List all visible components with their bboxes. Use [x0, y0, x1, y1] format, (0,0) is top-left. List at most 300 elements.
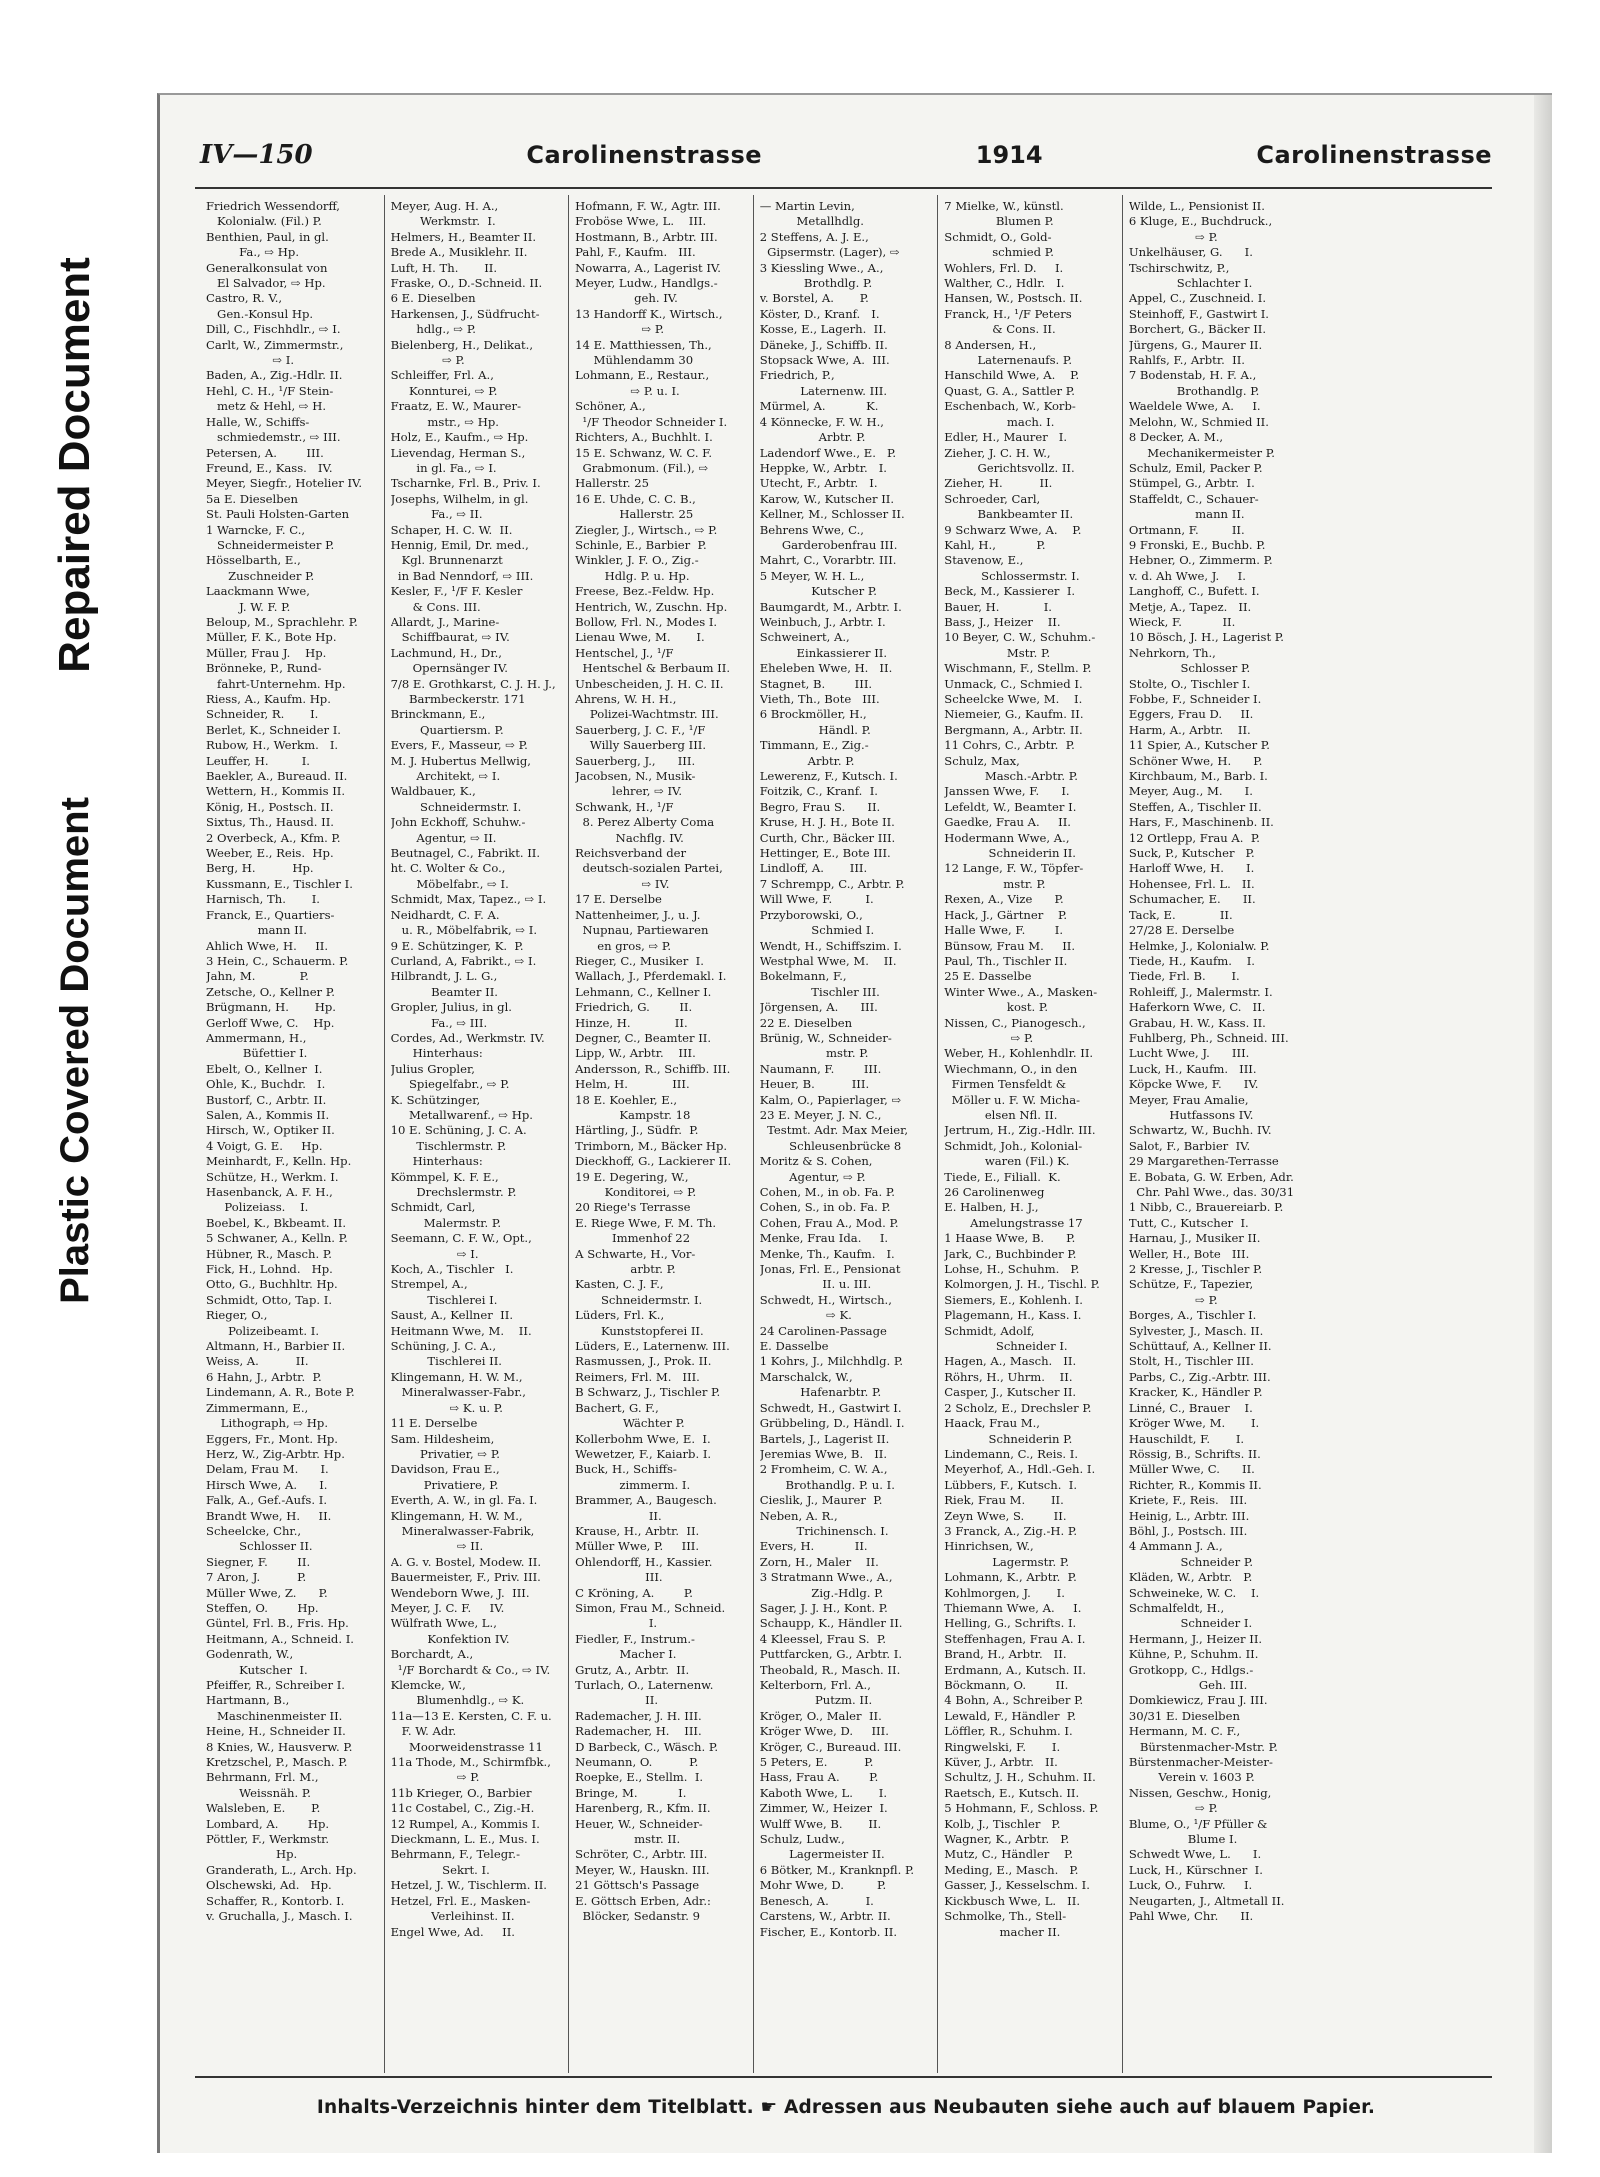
- directory-entry: ⇨ P.: [575, 322, 665, 337]
- directory-entry: Mechanikermeister P.: [1128, 445, 1275, 460]
- directory-entry: 8. Perez Alberty Coma: [575, 815, 715, 830]
- directory-entry: Wendeborn Wwe, J. III.: [390, 1585, 530, 1600]
- directory-entry: 1 Haase Wwe, B. P.: [944, 1231, 1076, 1246]
- directory-entry: Hinrichsen, W.,: [944, 1539, 1034, 1554]
- directory-entry: Schweineke, W. C. I.: [1128, 1585, 1260, 1600]
- directory-entry: Wohlers, Frl. D. I.: [944, 260, 1064, 275]
- directory-entry: Schmidt, Carl,: [390, 1200, 476, 1215]
- directory-entry: Hetzel, Frl. E., Masken-: [390, 1893, 531, 1908]
- directory-entry: Will Wwe, F. I.: [759, 892, 874, 907]
- directory-entry: Mühlendamm 30: [575, 353, 694, 368]
- directory-entry: Hinterhaus:: [390, 1154, 483, 1169]
- directory-entry: Sager, J. J. H., Kont. P.: [759, 1600, 888, 1615]
- directory-entry: Müller, Frau J. Hp.: [206, 645, 327, 660]
- directory-entry: Lohse, H., Schuhm. P.: [944, 1262, 1080, 1277]
- directory-entry: Kirchbaum, M., Barb. I.: [1128, 769, 1268, 784]
- directory-entry: Gasser, J., Kesselschm. I.: [944, 1878, 1090, 1893]
- street-title-left: Carolinenstrasse: [526, 141, 763, 169]
- directory-entry: Fuhlberg, Ph., Schneid. III.: [1128, 1030, 1289, 1045]
- directory-entry: Kosse, E., Lagerh. II.: [759, 322, 887, 337]
- directory-entry: Grabau, H. W., Kass. II.: [1128, 1015, 1266, 1030]
- directory-entry: Freese, Bez.-Feldw. Hp.: [575, 584, 715, 599]
- directory-entry: Hübner, R., Masch. P.: [206, 1246, 332, 1261]
- directory-entry: Parbs, C., Zig.-Arbtr. III.: [1128, 1369, 1271, 1384]
- directory-entry: 5a E. Dieselben: [206, 491, 298, 506]
- directory-entry: 18 E. Koehler, E.,: [575, 1092, 678, 1107]
- directory-entry: Hasenbanck, A. F. H.,: [206, 1185, 333, 1199]
- directory-entry: Brinckmann, E.,: [390, 707, 486, 722]
- directory-entry: Böckmann, O. II.: [944, 1678, 1069, 1692]
- directory-entry: ¹/F Theodor Schneider I.: [575, 414, 728, 429]
- directory-entry: Fiedler, F., Instrum.-: [575, 1631, 695, 1646]
- directory-entry: John Eckhoff, Schuhw.-: [390, 815, 526, 830]
- directory-entry: Opernsänger IV.: [390, 661, 508, 676]
- directory-entry: Schneidermstr. I.: [575, 1292, 703, 1307]
- directory-entry: Tischler III.: [759, 984, 880, 999]
- directory-entry: B Schwarz, J., Tischler P.: [575, 1385, 721, 1400]
- plastic-covered-text: Plastic Covered Document: [52, 796, 97, 1304]
- directory-entry: Przyborowski, O.,: [759, 907, 863, 922]
- directory-entry: Staffeldt, C., Schauer-: [1128, 491, 1259, 506]
- directory-entry: Kasten, C. J. F.,: [575, 1277, 664, 1292]
- directory-entry: Harm, A., Arbtr. II.: [1128, 722, 1251, 737]
- directory-entry: Stopsack Wwe, A. III.: [759, 353, 890, 368]
- directory-entry: Bergmann, A., Arbtr. II.: [944, 722, 1083, 737]
- directory-entry: Lübbers, F., Kutsch. I.: [944, 1477, 1078, 1492]
- directory-entry: Brügmann, H. Hp.: [206, 1000, 336, 1015]
- directory-entry: Hafenarbtr. P.: [759, 1385, 882, 1400]
- directory-entry: Privatier, ⇨ P.: [390, 1446, 500, 1461]
- directory-entry: Schwedt, H., Wirtsch.,: [759, 1292, 892, 1307]
- directory-entry: Halle, W., Schiffs-: [206, 414, 310, 429]
- directory-column-1: [200, 195, 385, 2073]
- directory-entry: Bünsow, Frau M. II.: [944, 938, 1076, 953]
- directory-entry: Kröger, O., Maler II.: [759, 1708, 882, 1723]
- directory-entry: Fa., ⇨ Hp.: [206, 245, 300, 260]
- directory-entry: Brönneke, P., Rund-: [206, 661, 322, 676]
- directory-entry: Schneider P.: [1128, 1554, 1254, 1569]
- directory-entry: Melohn, W., Schmied II.: [1128, 414, 1269, 429]
- directory-entry: 8 Decker, A. M.,: [1128, 430, 1224, 445]
- directory-entry: Kelterborn, Frl. A.,: [759, 1678, 871, 1692]
- directory-entry: Jahn, M. P.: [206, 969, 309, 984]
- directory-entry: Eggers, Fr., Mont. Hp.: [206, 1431, 338, 1446]
- directory-entry: Beck, M., Kassierer I.: [944, 584, 1076, 599]
- directory-entry: Schiffbaurat, ⇨ IV.: [390, 630, 510, 645]
- directory-entry: Wülfrath Wwe, L.,: [390, 1616, 497, 1631]
- directory-entry: Stümpel, G., Arbtr. I.: [1128, 476, 1255, 491]
- directory-entry: Bankbeamter II.: [944, 507, 1074, 522]
- directory-entry: Baekler, A., Bureaud. II.: [206, 769, 348, 784]
- directory-entry: 6 Kluge, E., Buchdruck.,: [1128, 214, 1273, 229]
- directory-entry: Köster, D., Kranf. I.: [759, 306, 880, 321]
- directory-entry: 3 Stratmann Wwe., A.,: [759, 1570, 893, 1585]
- directory-entry: Boebel, K., Bkbeamt. II.: [206, 1215, 347, 1230]
- directory-entry: Rieger, O.,: [206, 1308, 268, 1323]
- directory-entry: Kröger, C., Bureaud. III.: [759, 1739, 902, 1754]
- directory-entry: Steffenhagen, Frau A. I.: [944, 1631, 1086, 1646]
- directory-entry: Lüders, E., Laternenw. III.: [575, 1339, 730, 1354]
- directory-entry: Strempel, A.,: [390, 1277, 468, 1292]
- directory-entry: Moorweidenstrasse 11: [390, 1739, 543, 1754]
- directory-entry: E. Göttsch Erben, Adr.:: [575, 1893, 711, 1908]
- directory-entry: Nissen, C., Pianogesch.,: [944, 1015, 1086, 1030]
- directory-entry: Everth, A. W., in gl. Fa. I.: [390, 1493, 538, 1508]
- directory-entry: ⇨ II.: [390, 1539, 484, 1554]
- directory-entry: Kruse, H. J. H., Bote II.: [759, 815, 895, 830]
- directory-entry: Hösselbarth, E.,: [206, 553, 301, 568]
- directory-entry: Pfeiffer, R., Schreiber I.: [206, 1678, 345, 1692]
- directory-entry: Pahl, F., Kaufm. III.: [575, 245, 696, 260]
- directory-entry: 2 Overbeck, A., Kfm. P.: [206, 830, 341, 845]
- header-rule: [195, 187, 1492, 189]
- directory-entry: Hauschildt, F. I.: [1128, 1431, 1245, 1446]
- directory-entry: Konnturei, ⇨ P.: [390, 383, 498, 398]
- directory-entry: 4 Bohn, A., Schreiber P.: [944, 1693, 1084, 1708]
- directory-entry: Nachflg. IV.: [575, 830, 684, 845]
- directory-entry: ⇨ P.: [944, 1030, 1034, 1045]
- directory-entry: Begro, Frau S. II.: [759, 799, 881, 814]
- directory-entry: 19 E. Degering, W.,: [575, 1169, 689, 1184]
- directory-entry: Blumen P.: [944, 214, 1054, 229]
- directory-entry: Luft, H. Th. II.: [390, 260, 498, 275]
- directory-entry: Schneider, R. I.: [206, 707, 319, 722]
- directory-entry: E. Halben, H. J.,: [944, 1200, 1039, 1215]
- directory-entry: Schütze, F., Tapezier,: [1128, 1277, 1254, 1292]
- directory-entry: Heitmann Wwe, M. II.: [390, 1323, 532, 1338]
- directory-entry: Franck, E., Quartiers-: [206, 907, 335, 922]
- directory-entry: arbtr. P.: [575, 1262, 676, 1277]
- directory-entry: Hehl, C. H., ¹/F Stein-: [206, 383, 334, 398]
- directory-entry: Tscharnke, Frl. B., Priv. I.: [390, 476, 541, 491]
- directory-entry: ⇨ IV.: [575, 876, 670, 891]
- directory-entry: Allardt, J., Marine-: [390, 614, 500, 629]
- directory-entry: 6 Bötker, M., Kranknpfl. P.: [759, 1862, 915, 1877]
- directory-entry: Cieslik, J., Maurer P.: [759, 1493, 883, 1508]
- directory-entry: Hodermann Wwe, A.,: [944, 830, 1070, 845]
- directory-entry: Kolmorgen, J. H., Tischl. P.: [944, 1277, 1100, 1292]
- directory-entry: Blumenhdlg., ⇨ K.: [390, 1693, 525, 1708]
- directory-entry: E. Dasselbe: [759, 1339, 829, 1354]
- directory-entry: Rössig, B., Schrifts. II.: [1128, 1446, 1261, 1461]
- directory-entry: Trichinensch. I.: [759, 1523, 889, 1538]
- directory-entry: Appel, C., Zuschneid. I.: [1128, 291, 1267, 306]
- directory-entry: Schneiderin II.: [944, 846, 1076, 861]
- directory-entry: Lindemann, A. R., Bote P.: [206, 1385, 355, 1400]
- directory-entry: Meyer, Aug., M. I.: [1128, 784, 1253, 799]
- directory-entry: Theobald, R., Masch. II.: [759, 1662, 901, 1677]
- directory-entry: Beamter II.: [390, 984, 498, 999]
- directory-entry: Kracker, K., Händler P.: [1128, 1385, 1263, 1400]
- directory-entry: Brammer, A., Baugesch.: [575, 1493, 717, 1508]
- directory-entry: Seemann, C. F. W., Opt.,: [390, 1231, 532, 1246]
- directory-entry: Gipsermstr. (Lager), ⇨: [759, 245, 900, 260]
- directory-entry: Schwank, H., ¹/F: [575, 799, 674, 814]
- directory-entry: Riess, A., Kaufm. Hp.: [206, 692, 331, 706]
- directory-entry: Kaboth Wwe, L. I.: [759, 1785, 888, 1800]
- directory-entry: Unkelhäuser, G. I.: [1128, 245, 1253, 260]
- directory-entry: ⇨ I.: [390, 1246, 479, 1261]
- directory-entry: Schaffer, R., Kontorb. I.: [206, 1893, 345, 1908]
- directory-entry: Polizeibeamt. I.: [206, 1323, 319, 1338]
- directory-entry: Drechslermstr. P.: [390, 1185, 517, 1199]
- directory-entry: Kgl. Brunnenarzt: [390, 553, 503, 568]
- directory-entry: ⇨ K. u. P.: [390, 1400, 503, 1415]
- directory-entry: Holz, E., Kaufm., ⇨ Hp.: [390, 430, 529, 445]
- directory-entry: Müller, F. K., Bote Hp.: [206, 630, 337, 645]
- directory-entry: Harenberg, R., Kfm. II.: [575, 1801, 711, 1816]
- directory-entry: König, H., Postsch. II.: [206, 799, 334, 814]
- directory-entry: Malermstr. P.: [390, 1215, 502, 1230]
- directory-entry: Unbescheiden, J. H. C. II.: [575, 676, 724, 691]
- directory-entry: 4 Könnecke, F. W. H.,: [759, 414, 884, 429]
- directory-entry: 8 Andersen, H.,: [944, 337, 1037, 352]
- directory-entry: Schlosser II.: [206, 1539, 313, 1554]
- directory-entry: Bürstenmacher-Meister-: [1128, 1755, 1273, 1770]
- directory-entry: Hermann, J., Heizer II.: [1128, 1631, 1263, 1646]
- directory-entry: Linné, C., Brauer I.: [1128, 1400, 1253, 1415]
- directory-entry: fahrt-Unternehm. Hp.: [206, 676, 346, 691]
- directory-entry: Schneider I.: [944, 1339, 1068, 1354]
- directory-entry: 23 E. Meyer, J. N. C.,: [759, 1107, 882, 1122]
- directory-entry: Julius Gropler,: [390, 1061, 475, 1076]
- directory-entry: Lienau Wwe, M. I.: [575, 630, 705, 645]
- directory-entry: Wilde, L., Pensionist II.: [1128, 199, 1265, 213]
- directory-column-2: [385, 195, 570, 2073]
- directory-entry: F. W. Adr.: [390, 1724, 457, 1739]
- directory-entry: Rohleiff, J., Malermstr. I.: [1128, 984, 1273, 999]
- directory-entry: Hettinger, E., Bote III.: [759, 846, 891, 861]
- directory-entry: Cohen, Frau A., Mod. P.: [759, 1215, 899, 1230]
- directory-entry: Nattenheimer, J., u. J.: [575, 907, 701, 922]
- directory-entry: Buck, H., Schiffs-: [575, 1462, 677, 1477]
- directory-entry: Bokelmann, F.,: [759, 969, 847, 984]
- directory-entry: II. u. III.: [759, 1277, 872, 1292]
- directory-entry: Scheelcke Wwe, M. I.: [944, 692, 1083, 706]
- directory-entry: kost. P.: [944, 1000, 1049, 1015]
- directory-entry: Suck, P., Kutscher P.: [1128, 846, 1255, 861]
- directory-entry: Kriete, F., Reis. III.: [1128, 1493, 1248, 1508]
- directory-entry: Schulz, Emil, Packer P.: [1128, 460, 1263, 475]
- directory-entry: Haferkorn Wwe, C. II.: [1128, 1000, 1266, 1015]
- directory-entry: Janssen Wwe, F. I.: [944, 784, 1070, 799]
- directory-entry: 1 Nibb, C., Brauereiarb. P.: [1128, 1200, 1284, 1215]
- directory-entry: Hentrich, W., Zuschn. Hp.: [575, 599, 728, 614]
- directory-entry: Konfektion IV.: [390, 1631, 510, 1646]
- directory-entry: Schneiderin P.: [944, 1431, 1073, 1446]
- directory-entry: Casper, J., Kutscher II.: [944, 1385, 1077, 1400]
- directory-entry: Schulz, Max,: [944, 753, 1020, 768]
- directory-entry: Schwedt Wwe, L. I.: [1128, 1847, 1262, 1862]
- directory-entry: Blöcker, Sedanstr. 9: [575, 1909, 700, 1924]
- directory-entry: Menke, Frau Ida. I.: [759, 1231, 889, 1246]
- directory-entry: Walther, C., Hdlr. I.: [944, 276, 1065, 291]
- directory-entry: mann II.: [1128, 507, 1245, 522]
- directory-entry: Steffen, A., Tischler II.: [1128, 799, 1262, 814]
- directory-entry: K. Schützinger,: [390, 1092, 481, 1107]
- directory-entry: Hp.: [206, 1847, 298, 1862]
- directory-entry: Harnisch, Th. I.: [206, 892, 320, 907]
- directory-entry: Salot, F., Barbier IV.: [1128, 1138, 1251, 1153]
- directory-entry: Schmidt, Otto, Tap. I.: [206, 1292, 333, 1307]
- directory-entry: Wischmann, F., Stellm. P.: [944, 661, 1092, 676]
- footer-rule: [195, 2076, 1492, 2078]
- directory-entry: Wiechmann, O., in den: [944, 1061, 1078, 1076]
- directory-entry: Quartiersm. P.: [390, 722, 504, 737]
- directory-entry: Metallhdlg.: [759, 214, 864, 229]
- directory-entry: Herz, W., Zig-Arbtr. Hp.: [206, 1446, 345, 1461]
- directory-entry: Klingemann, H. W. M.,: [390, 1369, 523, 1384]
- directory-entry: Schneidermstr. I.: [390, 799, 522, 814]
- directory-entry: Schmolke, Th., Stell-: [944, 1909, 1067, 1924]
- directory-entry: Luck, H., Kaufm. III.: [1128, 1061, 1257, 1076]
- directory-entry: Tiede, E., Filiall. K.: [944, 1169, 1061, 1184]
- directory-entry: Lewerenz, F., Kutsch. I.: [759, 769, 898, 784]
- directory-entry: Bauer, H. I.: [944, 599, 1052, 614]
- directory-entry: 16 E. Uhde, C. C. B.,: [575, 491, 696, 506]
- directory-entry: Kickbusch Wwe, L. II.: [944, 1893, 1081, 1908]
- directory-entry: Schmidt, Max, Tapez., ⇨ I.: [390, 892, 547, 907]
- directory-entry: Granderath, L., Arch. Hp.: [206, 1862, 357, 1877]
- directory-entry: ⇨ P.: [1128, 1292, 1218, 1307]
- directory-entry: Jark, C., Buchbinder P.: [944, 1246, 1077, 1261]
- directory-entry: Kalm, O., Papierlager, ⇨: [759, 1092, 902, 1107]
- directory-entry: Kläden, W., Arbtr. P.: [1128, 1570, 1253, 1585]
- directory-entry: II.: [575, 1508, 662, 1523]
- directory-entry: Zieher, J. C. H. W.,: [944, 445, 1051, 460]
- directory-entry: Simon, Frau M., Schneid.: [575, 1600, 726, 1615]
- directory-entry: Laternenw. III.: [759, 383, 888, 398]
- directory-entry: Ladendorf Wwe., E. P.: [759, 445, 897, 460]
- directory-entry: u. R., Möbelfabrik, ⇨ I.: [390, 923, 538, 938]
- directory-entry: mstr. P.: [759, 1046, 869, 1061]
- directory-entry: Schultz, J. H., Schuhm. II.: [944, 1770, 1096, 1785]
- directory-entry: Schlosser P.: [1128, 661, 1251, 676]
- directory-entry: Schwartz, W., Buchh. IV.: [1128, 1123, 1272, 1138]
- directory-entry: Hentschel & Berbaum II.: [575, 661, 731, 676]
- directory-entry: Jeremias Wwe, B. II.: [759, 1446, 888, 1461]
- directory-entry: Löffler, R., Schuhm. I.: [944, 1724, 1073, 1739]
- directory-entry: Josephs, Wilhelm, in gl.: [390, 491, 529, 506]
- directory-entry: III.: [575, 1570, 663, 1585]
- directory-entry: Castro, R. V.,: [206, 291, 283, 306]
- directory-entry: ⇨ P. u. I.: [575, 383, 680, 398]
- directory-entry: 21 Göttsch's Passage: [575, 1878, 700, 1893]
- directory-entry: Halle Wwe, F. I.: [944, 923, 1064, 938]
- directory-entry: 11b Krieger, O., Barbier: [390, 1785, 532, 1800]
- directory-entry: Schulz, Ludw.,: [759, 1832, 845, 1847]
- directory-entry: Steffen, O. Hp.: [206, 1600, 319, 1615]
- directory-entry: Fa., ⇨ II.: [390, 507, 483, 522]
- directory-entry: Schröter, C., Arbtr. III.: [575, 1847, 708, 1862]
- directory-entry: 11a—13 E. Kersten, C. F. u.: [390, 1708, 552, 1723]
- directory-entry: 5 Peters, E. P.: [759, 1755, 874, 1770]
- directory-entry: Pöttler, F., Werkmstr.: [206, 1832, 330, 1847]
- directory-entry: Olschewski, Ad. Hp.: [206, 1878, 332, 1893]
- directory-entry: elsen Nfl. II.: [944, 1107, 1058, 1122]
- directory-entry: Nehrkorn, Th.,: [1128, 645, 1216, 660]
- plastic-covered-label: [0, 770, 150, 1330]
- directory-entry: Grotkopp, C., Hdlgs.-: [1128, 1662, 1254, 1677]
- directory-entry: Borchert, G., Bäcker II.: [1128, 322, 1267, 337]
- directory-entry: Böhl, J., Postsch. III.: [1128, 1523, 1248, 1538]
- directory-entry: Küver, J., Arbtr. II.: [944, 1755, 1058, 1770]
- directory-entry: Neumann, O. P.: [575, 1755, 699, 1770]
- directory-columns: [200, 195, 1492, 2073]
- directory-entry: Richters, A., Buchhlt. I.: [575, 430, 713, 445]
- directory-entry: Timmann, E., Zig.-: [759, 738, 869, 753]
- directory-entry: Thiemann Wwe, A. I.: [944, 1600, 1082, 1615]
- directory-entry: Meyer, Siegfr., Hotelier IV.: [206, 476, 363, 491]
- repaired-document-text: Repaired Document: [50, 257, 100, 673]
- directory-entry: Ringwelski, F. I.: [944, 1739, 1061, 1754]
- directory-entry: Zetsche, O., Kellner P.: [206, 984, 335, 999]
- directory-entry: Lohmann, K., Arbtr. P.: [944, 1570, 1077, 1585]
- directory-entry: Bielenberg, H., Delikat.,: [390, 337, 534, 352]
- directory-entry: Moritz & S. Cohen,: [759, 1154, 873, 1169]
- directory-entry: 4 Ammann J. A.,: [1128, 1539, 1223, 1554]
- directory-entry: Ebelt, O., Kellner I.: [206, 1061, 323, 1076]
- directory-entry: Schmalfeldt, H.,: [1128, 1600, 1225, 1615]
- directory-entry: 12 Lange, F. W., Töpfer-: [944, 861, 1084, 876]
- directory-entry: Hostmann, B., Arbtr. III.: [575, 229, 718, 244]
- directory-entry: Waeldele Wwe, A. I.: [1128, 399, 1261, 414]
- directory-entry: Harloff Wwe, H. I.: [1128, 861, 1255, 876]
- directory-entry: Niemeier, G., Kaufm. II.: [944, 707, 1084, 722]
- directory-entry: Meyer, Ludw., Handlgs.-: [575, 276, 718, 291]
- directory-entry: Schmied I.: [759, 923, 875, 938]
- directory-entry: Jürgens, G., Maurer II.: [1128, 337, 1263, 352]
- directory-entry: Stavenow, E.,: [944, 553, 1024, 568]
- directory-entry: J. W. F. P.: [206, 599, 291, 614]
- directory-entry: Cohen, S., in ob. Fa. P.: [759, 1200, 891, 1215]
- directory-entry: Kesler, F., ¹/F F. Kesler: [390, 584, 523, 599]
- directory-entry: Schinle, E., Barbier P.: [575, 537, 707, 552]
- directory-entry: Dieckhoff, G., Lackierer II.: [575, 1154, 732, 1169]
- directory-entry: Walsleben, E. P.: [206, 1801, 321, 1816]
- directory-entry: Hanschild Wwe, A. P.: [944, 368, 1080, 383]
- directory-entry: Bustorf, C., Arbtr. II.: [206, 1092, 327, 1107]
- directory-entry: Zimmermann, E.,: [206, 1400, 309, 1415]
- directory-entry: Hentschel, J., ¹/F: [575, 645, 674, 660]
- directory-entry: Jörgensen, A. III.: [759, 1000, 878, 1015]
- directory-entry: Sam. Hildesheim,: [390, 1431, 495, 1446]
- directory-entry: Laternenaufs. P.: [944, 353, 1073, 368]
- directory-entry: Saust, A., Kellner II.: [390, 1308, 514, 1323]
- directory-entry: Engel Wwe, Ad. II.: [390, 1924, 515, 1939]
- directory-entry: Garderobenfrau III.: [759, 537, 898, 552]
- directory-entry: Dieckmann, L. E., Mus. I.: [390, 1832, 540, 1847]
- directory-entry: 2 Kresse, J., Tischler P.: [1128, 1262, 1263, 1277]
- directory-entry: ⇨ P.: [390, 1770, 480, 1785]
- directory-entry: Eheleben Wwe, H. II.: [759, 661, 893, 676]
- directory-entry: Gen.-Konsul Hp.: [206, 306, 314, 321]
- directory-entry: II.: [575, 1693, 659, 1708]
- directory-entry: Arbtr. P.: [759, 430, 866, 445]
- directory-entry: 2 Scholz, E., Drechsler P.: [944, 1400, 1092, 1415]
- directory-entry: Carstens, W., Arbtr. II.: [759, 1909, 891, 1924]
- directory-entry: Cohen, M., in ob. Fa. P.: [759, 1185, 895, 1199]
- directory-entry: Sekrt. I.: [390, 1862, 490, 1877]
- directory-entry: Metallwarenf., ⇨ Hp.: [390, 1107, 533, 1122]
- directory-entry: 17 E. Derselbe: [575, 892, 662, 907]
- directory-entry: E. Bobata, G. W. Erben, Adr.: [1128, 1169, 1294, 1184]
- directory-entry: Tischlerei I.: [390, 1292, 498, 1307]
- directory-entry: Lagermstr. P.: [944, 1554, 1070, 1569]
- directory-entry: Lewald, F., Händler P.: [944, 1708, 1076, 1723]
- directory-entry: 3 Hein, C., Schauerm. P.: [206, 953, 349, 968]
- directory-entry: Rademacher, H. III.: [575, 1724, 702, 1739]
